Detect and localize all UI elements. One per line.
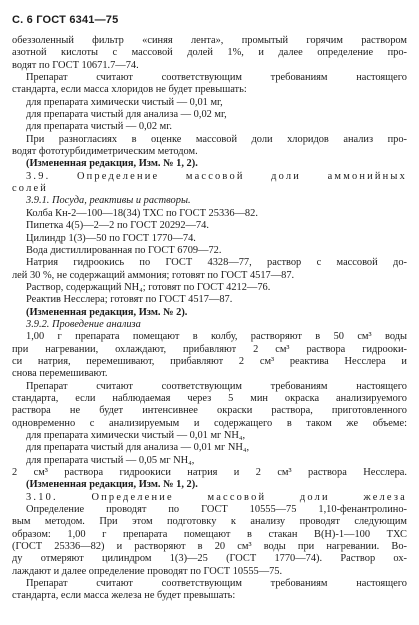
text-line: обеззоленный фильтр «синяя лента», промытый горячим раствором [12,35,407,46]
text-line: азотной кислоты с массовой долей 1%, и далее определение про- [12,47,407,59]
text-line: При разногласиях в оценке массовой доли хлоридов анализ про- [26,133,407,145]
text-line: (Измененная редакция, Изм. № 1, 2). [26,158,198,170]
text-line: Колба Кн-2—100—18(34) ТХС по ГОСТ 25336—82. [26,207,258,219]
text-line: Определение проводят по ГОСТ 10555—75 1,10-фенантролино- [26,504,407,516]
text-line: для препарата химически чистый — 0,01 мг NH₄, [26,430,246,441]
text-line: 3.9.1. Посуда, реактивы и растворы. [26,195,191,207]
text-line: (Измененная редакция, Изм. № 1, 2). [26,479,198,491]
text-line: (Измененная редакция, Изм. № 2). [26,306,188,318]
text-line: 3.9. Определение массовой доли аммонийных [26,170,407,182]
text-line: одновременно с анализируемым и содержащего в таком же объеме: [12,417,407,429]
text-line: Раствор, содержащий NH₄; готовят по ГОСТ 4212—76. [26,281,271,293]
text-line: солей [12,183,49,195]
text-line: для препарата чистый для анализа — 0,02 мг, [26,109,227,121]
text-line: образом: 1,00 г препарата помещают в стакан В(Н)-1—100 ТХС [12,528,407,540]
text-line: снова перемешивают. [12,368,108,380]
text-line: Вода дистиллированная по ГОСТ 6709—72. [26,244,222,256]
text-line: 1,00 г препарата помещают в колбу, растворяют в 50 см³ воды [26,331,407,343]
text-line: Препарат считают соответствующим требованиям настоящего [26,380,407,392]
text-line: 3.10. Определение массовой доли железа [26,491,407,503]
text-line: 3.9.2. Проведение анализа [26,318,141,330]
text-line: 2 см³ раствора гидроокиси натрия и 2 см³ раствора Несслера. [12,467,407,479]
text-line: водят по ГОСТ 10671.7—74. [12,59,139,71]
text-line: для препарата чистый — 0,02 мг. [26,121,172,133]
text-line: раствора не будет интенсивнее окраски раствора, приготовленного [12,405,407,417]
text-line: Цилиндр 1(3)—50 по ГОСТ 1770—74. [26,232,196,244]
text-line: лей 30 %, не содержащий аммония; готовят по ГОСТ 4517—87. [12,269,295,281]
document-body [12,35,407,603]
text-line: Реактив Несслера; готовят по ГОСТ 4517—87. [26,294,233,306]
text-line: для препарата химически чистый — 0,01 мг, [26,96,223,108]
text-line: вым методом. При этом подготовку к анализу проводят следующим [12,516,407,528]
text-line: водят фототурбидиметрическим методом. [12,146,198,158]
text-line: стандарта, если масса хлоридов не будет превышать: [12,84,247,96]
text-line: Препарат считают соответствующим требованиям настоящего [26,578,407,590]
text-line: стандарта, если наблюдаемая через 5 мин окраска анализируемого [12,392,407,404]
text-line: стандарта, если масса железа не будет превышать: [12,590,236,602]
text-line: Натрия гидроокись по ГОСТ 4328—77, раствор с массовой до- [26,257,407,269]
text-line: ду отмеряют цилиндром 1(3)—25 (ГОСТ 1770—74). Раствор ох- [12,553,407,565]
text-line: Пипетка 4(5)—2—2 по ГОСТ 20292—74. [26,220,209,232]
page-header: С. 6 ГОСТ 6341—75 [12,14,119,26]
text-line: для препарата чистый — 0,05 мг NH₄, [26,454,195,466]
text-line: Препарат считают соответствующим требованиям настоящего [26,72,407,84]
text-line: си натрия, перемешивают, прибавляют 2 см³ реактива Несслера и [12,355,407,367]
text-line: при нагревании, охлаждают, прибавляют 2 см³ раствора гидрооки- [12,343,407,355]
text-line: для препарата чистый для анализа — 0,01 мг NH₄, [26,442,250,454]
text-line: (ГОСТ 25336—82) и растворяют в 20 см³ воды при нагревании. Во- [12,541,407,553]
text-line: лаждают и далее определение проводят по ГОСТ 10555—75. [12,565,283,577]
